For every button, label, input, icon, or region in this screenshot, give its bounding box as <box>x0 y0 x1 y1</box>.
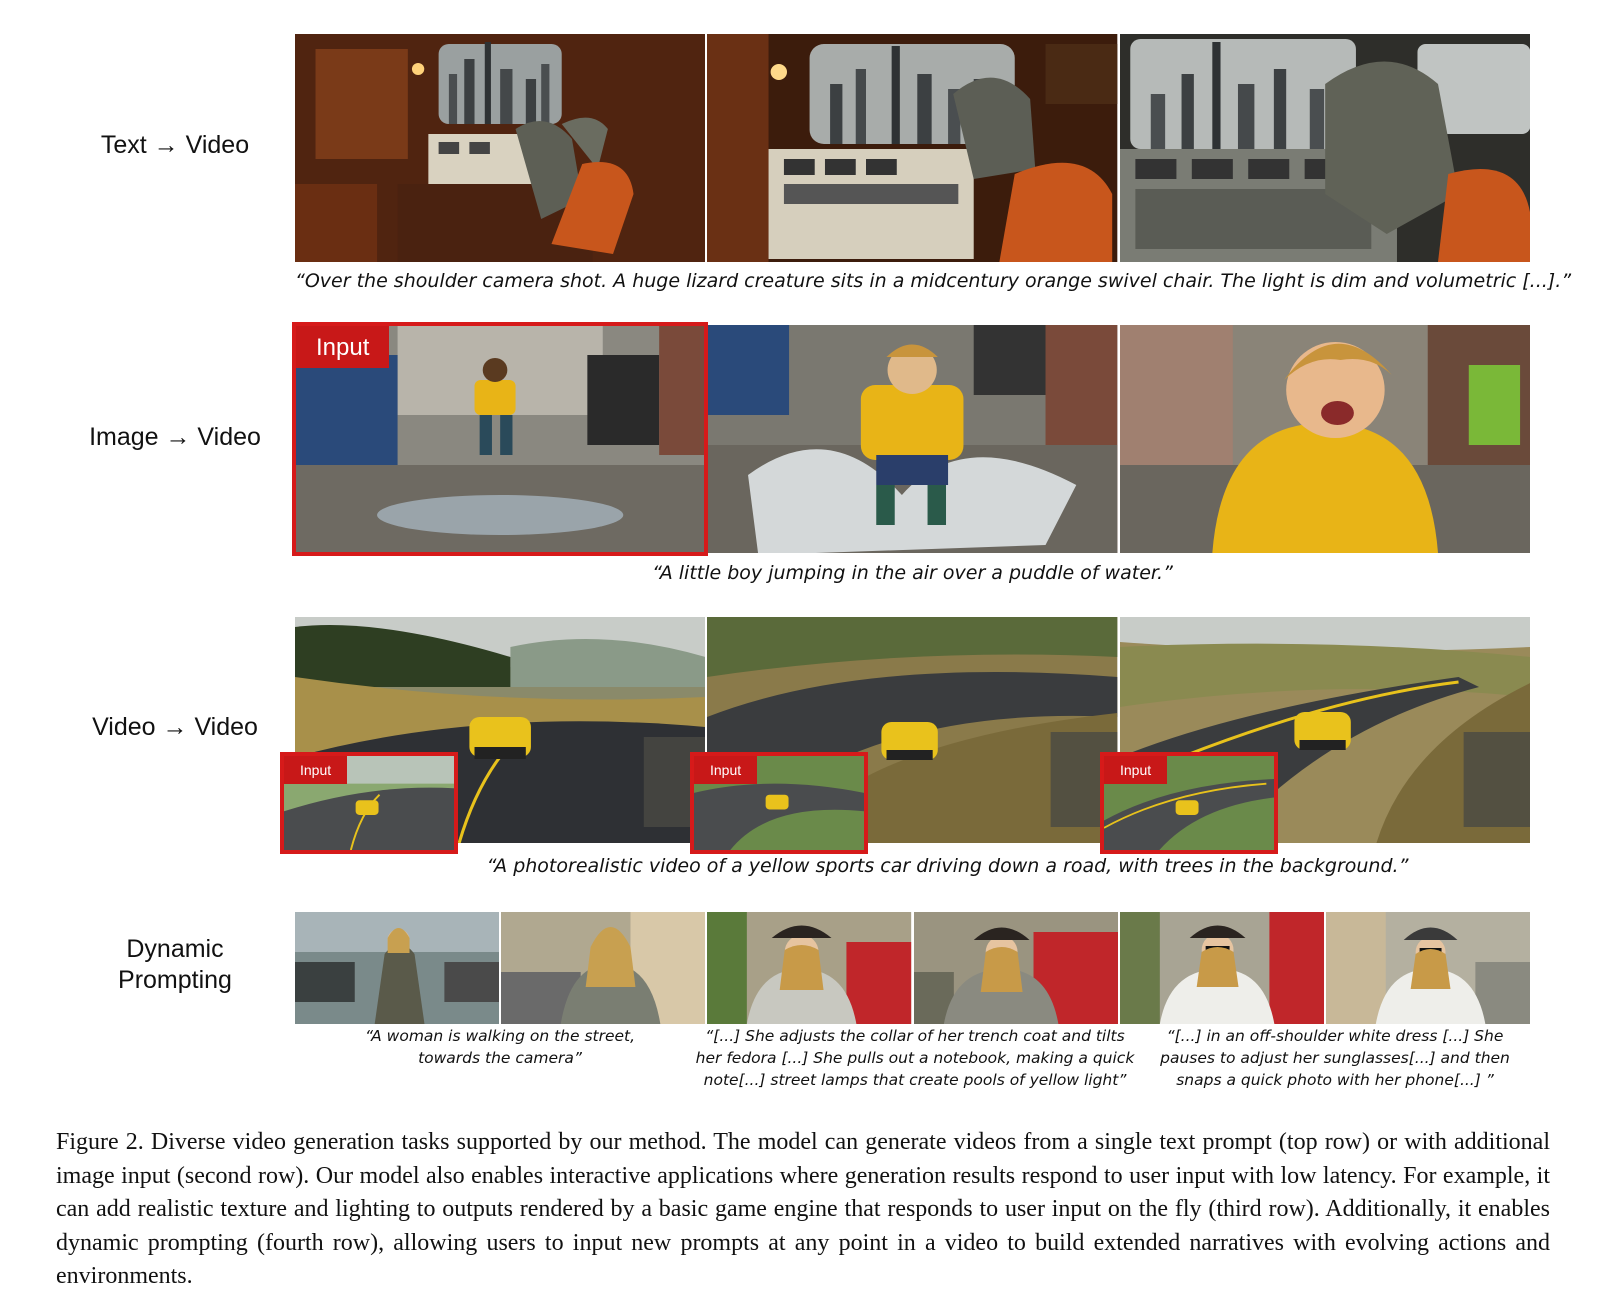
row-label-text-to-video: Text → Video <box>100 131 250 159</box>
dp-caption-3-line1: “[...] in an off-shoulder white dress [...] She <box>1166 1027 1504 1045</box>
text-to-video-frames <box>295 34 1530 262</box>
t2v-frame-1 <box>295 34 705 262</box>
t2v-caption: “Over the shoulder camera shot. A huge lizard creature sits in a midcentury orange swivel chair. The light is dim and volumetric [...].” <box>295 270 1572 292</box>
i2v-frame-2 <box>705 325 1117 553</box>
dp-frame-3 <box>705 912 911 1024</box>
t2v-frame-3 <box>1118 34 1530 262</box>
row-label-video-to-video: Video → Video <box>92 713 258 741</box>
dynamic-prompting-frames <box>295 912 1530 1024</box>
i2v-input-box <box>292 322 708 556</box>
v2v-input-box-3 <box>1100 752 1278 854</box>
t2v-frame-2 <box>705 34 1117 262</box>
dp-caption-3-line3: snaps a quick photo with her phone[...] ” <box>1176 1071 1494 1089</box>
dp-frame-5 <box>1118 912 1324 1024</box>
dp-caption-1-line2: towards the camera” <box>418 1049 582 1067</box>
dp-caption-2-line1: “[...] She adjusts the collar of her trench coat and tilts <box>705 1027 1125 1045</box>
dp-caption-2-line3: note[...] street lamps that create pools of yellow light” <box>703 1071 1127 1089</box>
dp-caption-1-line1: “A woman is walking on the street, <box>364 1027 636 1045</box>
dp-caption-3 <box>1150 1025 1520 1091</box>
dp-caption-2 <box>680 1025 1150 1091</box>
dp-frame-1 <box>295 912 499 1024</box>
i2v-input-tag: Input <box>296 326 389 368</box>
i2v-frame-3 <box>1118 325 1530 553</box>
figure-caption: Figure 2. Diverse video generation tasks supported by our method. The model can generate videos from a single text prompt (top row) or with additional image input (second row). Our model also enables interactive applications where generation results respond to user input with low latency. For example, it can add realistic texture and lighting to outputs rendered by a basic game engine that responds to user input on the fly (third row). Additionally, it enables dynamic prompting (fourth row), allowing users to input new prompts at any point in a video to build extended narratives with evolving actions and environments. <box>56 1129 1550 1289</box>
dp-frame-4 <box>912 912 1118 1024</box>
dp-caption-1 <box>340 1025 660 1069</box>
v2v-input-box-1 <box>280 752 458 854</box>
v2v-input-box-2 <box>690 752 868 854</box>
dp-frame-6 <box>1324 912 1530 1024</box>
row-label-image-to-video: Image → Video <box>89 423 261 451</box>
i2v-caption: “A little boy jumping in the air over a puddle of water.” <box>652 562 1173 584</box>
dp-label-line1: Dynamic <box>126 935 224 963</box>
v2v-input-tag-3: Input <box>1104 756 1167 784</box>
v2v-input-tag-1: Input <box>284 756 347 784</box>
v2v-caption: “A photorealistic video of a yellow sports car driving down a road, with trees in the background.” <box>486 855 1409 877</box>
dp-caption-3-line2: pauses to adjust her sunglasses[...] and then <box>1160 1049 1510 1067</box>
v2v-input-tag-2: Input <box>694 756 757 784</box>
dp-caption-2-line2: her fedora [...] She pulls out a notebook, making a quick <box>695 1049 1135 1067</box>
video-to-video-frames <box>295 617 1530 843</box>
row-label-dynamic-prompting <box>40 934 310 996</box>
dp-label-line2: Prompting <box>118 966 232 994</box>
dp-frame-2 <box>499 912 705 1024</box>
